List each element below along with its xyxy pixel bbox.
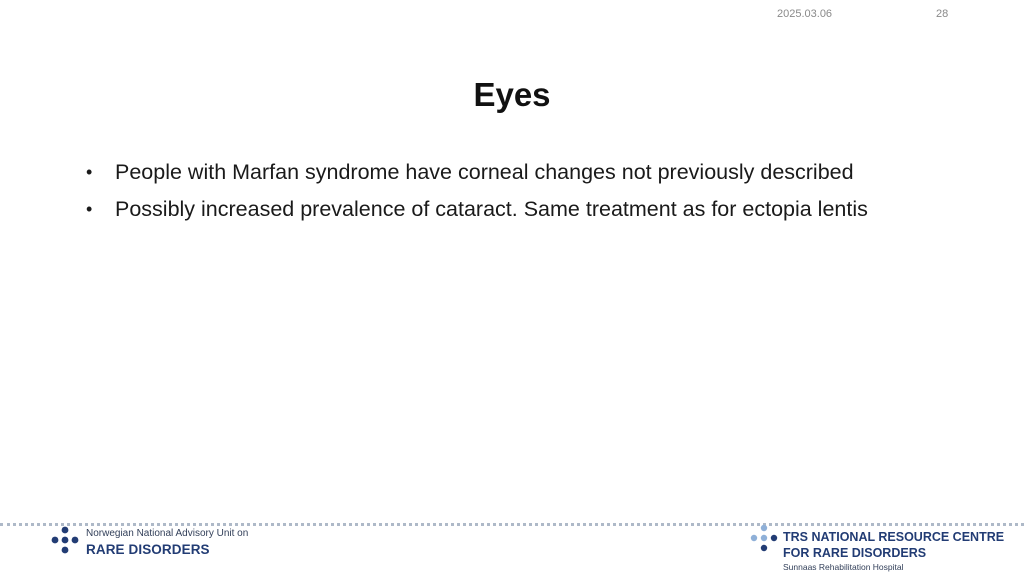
plus-dots-icon (750, 524, 780, 556)
logo-subtitle: Sunnaas Rehabilitation Hospital (783, 562, 904, 572)
logo-title-continued: FOR RARE DISORDERS (783, 546, 927, 560)
bullet-icon: • (86, 162, 93, 182)
trs-logo (750, 524, 1010, 574)
slide-date: 2025.03.06 (777, 8, 833, 20)
slide-title: Eyes (473, 76, 551, 113)
logo-subtitle: Norwegian National Advisory Unit on (86, 528, 249, 539)
logo-title: TRS NATIONAL RESOURCE CENTRE (783, 530, 1005, 544)
bullet-icon: • (86, 199, 93, 219)
logo-title: RARE DISORDERS (86, 542, 210, 557)
bullet-text: People with Marfan syndrome have corneal changes not previously described (115, 160, 854, 184)
bullet-item (86, 191, 868, 228)
rare-disorders-logo (50, 525, 250, 565)
slide-number: 28 (936, 8, 949, 20)
bullet-item (86, 154, 868, 191)
plus-dots-icon (50, 525, 82, 557)
bullet-list (86, 154, 868, 228)
bullet-text: Possibly increased prevalence of cataract. Same treatment as for ectopia lentis (115, 197, 868, 221)
